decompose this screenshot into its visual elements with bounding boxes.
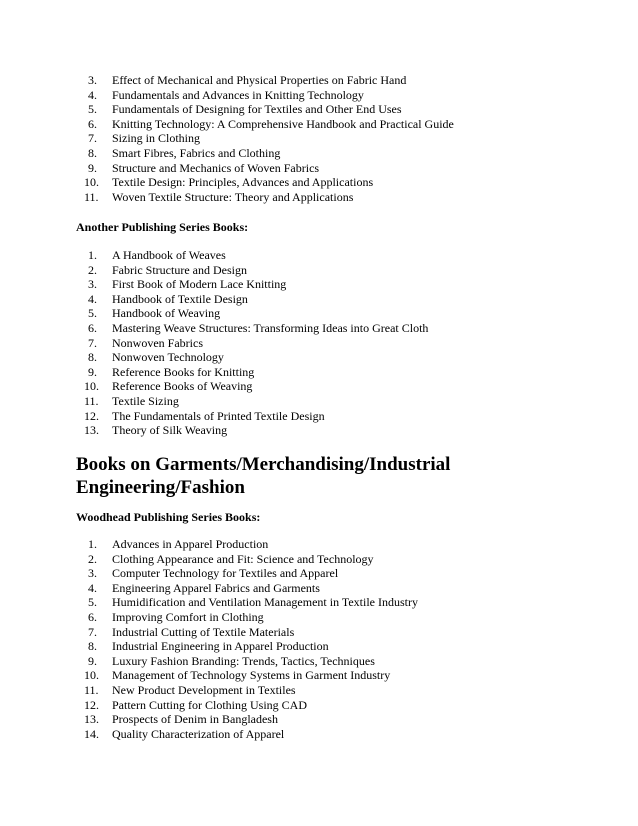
list-item-title: Clothing Appearance and Fit: Science and Technology [112, 551, 374, 566]
list-item-number: 12. [84, 408, 99, 423]
list-item-number: 2. [88, 262, 97, 277]
list-item-number: 8. [88, 350, 97, 365]
list-item-title: A Handbook of Weaves [112, 248, 226, 262]
list-item-number: 6. [88, 320, 97, 335]
list-item-number: 13. [84, 423, 99, 438]
list-item-title: The Fundamentals of Printed Textile Design [112, 408, 325, 423]
garments-section-title: Books on Garments/Merchandising/Industrial Engineering/Fashion [76, 454, 451, 498]
list-item-number: 1. [88, 537, 97, 551]
list-item-number: 4. [88, 580, 97, 595]
list-item-title: Fundamentals and Advances in Knitting Technology [112, 87, 364, 102]
list-item-title: Structure and Mechanics of Woven Fabrics [112, 160, 320, 175]
list-item-title: Engineering Apparel Fabrics and Garments [112, 580, 320, 595]
list-item-number: 2. [88, 551, 97, 566]
woodhead-publishing-heading: Woodhead Publishing Series Books: [76, 510, 261, 524]
list-item-number: 9. [88, 160, 97, 175]
list-item-title: Textile Sizing [112, 393, 179, 408]
list-item-title: Nonwoven Technology [112, 350, 224, 365]
list-item-title: Pattern Cutting for Clothing Using CAD [112, 697, 307, 712]
list-item-number: 9. [88, 364, 97, 379]
list-item-title: Computer Technology for Textiles and Apparel [112, 566, 339, 581]
list-item-title: Handbook of Textile Design [112, 291, 248, 306]
list-item-title: Knitting Technology: A Comprehensive Handbook and Practical Guide [112, 116, 454, 131]
list-item-number: 10. [84, 668, 99, 683]
list-item-number: 3. [88, 73, 97, 87]
list-item-title: Nonwoven Fabrics [112, 335, 203, 350]
list-item-title: Handbook of Weaving [112, 306, 221, 321]
list-item-number: 8. [88, 145, 97, 160]
list-item-number: 14. [84, 726, 99, 741]
list-item-title: Improving Comfort in Clothing [112, 609, 264, 624]
list-item-title: Fabric Structure and Design [112, 262, 247, 277]
list-item-title: New Product Development in Textiles [112, 682, 296, 697]
list-item-title: Industrial Engineering in Apparel Production [112, 639, 329, 654]
list-item-title: Reference Books for Knitting [112, 364, 255, 379]
list-item-title: Humidification and Ventilation Management in Textile Industry [112, 595, 418, 610]
list-item-title: Textile Design: Principles, Advances and Applications [112, 175, 374, 190]
list-item-title: Luxury Fashion Branding: Trends, Tactics, Techniques [112, 653, 375, 668]
list-item-number: 7. [88, 335, 97, 350]
list-item-number: 11. [84, 189, 99, 204]
list-item-title: Reference Books of Weaving [112, 379, 253, 394]
list-item-title: Fundamentals of Designing for Textiles and Other End Uses [112, 102, 402, 117]
another-publishing-heading: Another Publishing Series Books: [76, 220, 249, 234]
list-item-number: 5. [88, 102, 97, 117]
list-item-number: 1. [88, 248, 97, 262]
list-item-number: 10. [84, 175, 99, 190]
list-item-title: First Book of Modern Lace Knitting [112, 277, 287, 292]
list-item-number: 4. [88, 291, 97, 306]
list-item-title: Industrial Cutting of Textile Materials [112, 624, 295, 639]
list-item-title: Quality Characterization of Apparel [112, 726, 285, 741]
list-item-title: Prospects of Denim in Bangladesh [112, 712, 278, 727]
list-item-number: 3. [88, 277, 97, 292]
list-item-title: Woven Textile Structure: Theory and Applications [112, 189, 354, 204]
list-item-title: Advances in Apparel Production [112, 537, 269, 551]
list-item-title: Mastering Weave Structures: Transforming Ideas into Great Cloth [112, 320, 429, 335]
list-item-number: 12. [84, 697, 99, 712]
list-item-number: 10. [84, 379, 99, 394]
list-item-number: 6. [88, 609, 97, 624]
list-item-title: Theory of Silk Weaving [112, 423, 228, 438]
list-item-number: 7. [88, 624, 97, 639]
list-item-number: 11. [84, 393, 99, 408]
list-item-number: 7. [88, 131, 97, 146]
list-item-title: Effect of Mechanical and Physical Properties on Fabric Hand [112, 73, 407, 87]
list-item-number: 13. [84, 712, 99, 727]
list-item-number: 6. [88, 116, 97, 131]
list-item-number: 4. [88, 87, 97, 102]
list-item-number: 5. [88, 595, 97, 610]
list-item-number: 11. [84, 682, 99, 697]
list-item-number: 8. [88, 639, 97, 654]
list-item-number: 9. [88, 653, 97, 668]
list-item-number: 3. [88, 566, 97, 581]
list-item-title: Management of Technology Systems in Garment Industry [112, 668, 391, 683]
list-item-title: Sizing in Clothing [112, 131, 201, 146]
list-item-number: 5. [88, 306, 97, 321]
list-item-title: Smart Fibres, Fabrics and Clothing [112, 145, 281, 160]
